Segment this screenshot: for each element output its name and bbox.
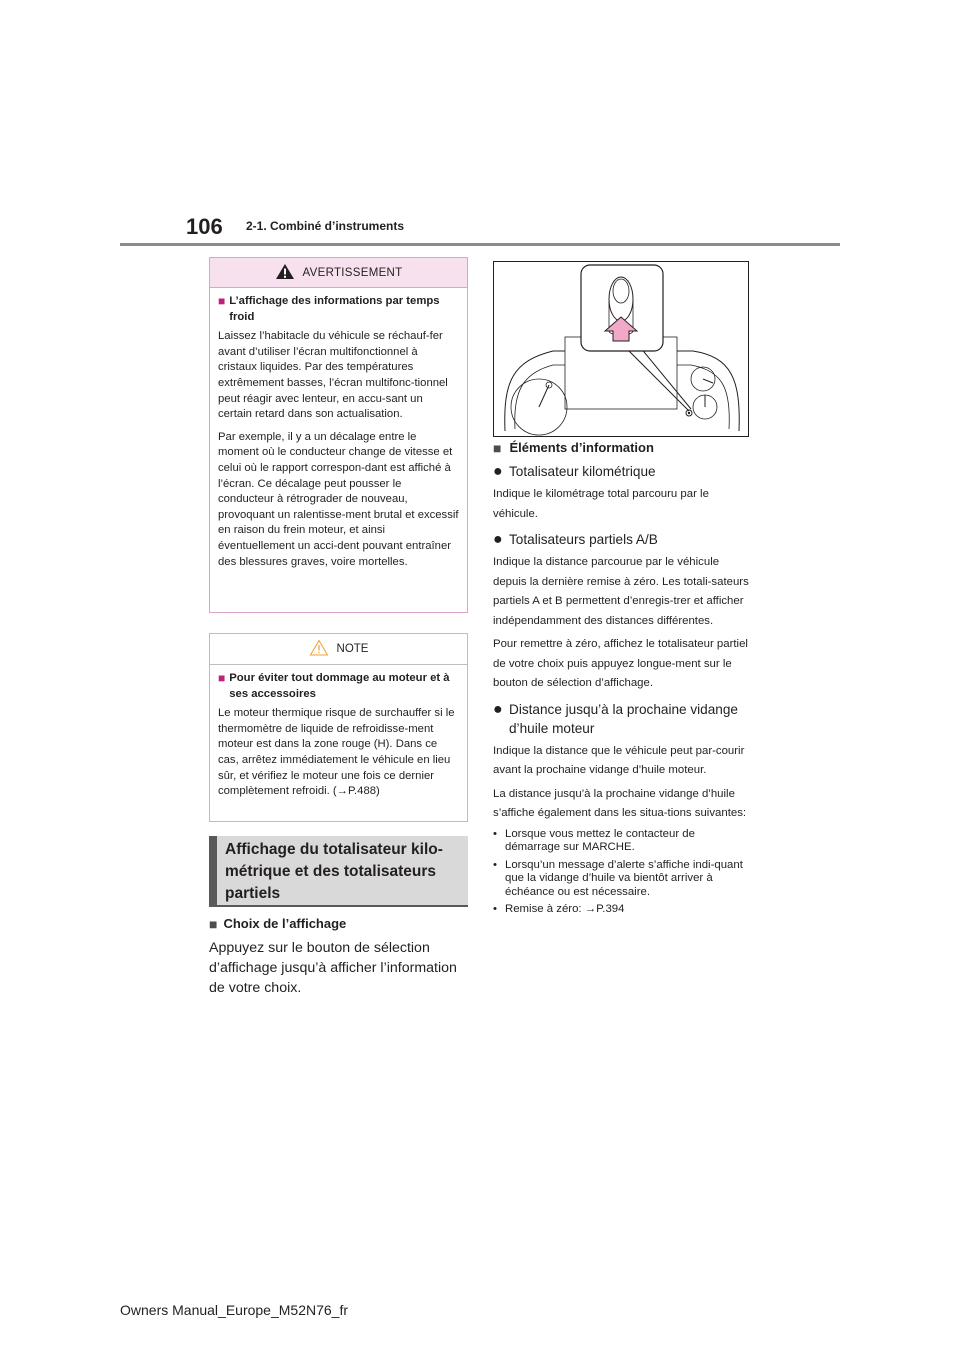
note-header [210, 634, 467, 665]
bullet-dot-icon: ● [493, 700, 503, 718]
note-subtitle: Pour éviter tout dommage au moteur et à ses accessoires [229, 672, 450, 700]
list-item: • Lorsqu’un message d’alerte s’affiche indi-quant que la vidange d’huile va bientôt arriver à échéance ou est nécessaire. [493, 859, 751, 900]
note-title: NOTE [336, 643, 369, 655]
header-rule [120, 243, 840, 246]
note-box [209, 633, 468, 822]
bullet-dot-icon: ● [493, 531, 503, 548]
instrument-cluster-illustration [493, 261, 749, 437]
page-number: 106 [186, 214, 223, 239]
warning-paragraph-2: Par exemple, il y a un décalage entre le moment où le conducteur change de vitesse et celui où le rapport correspon-dant est affiché à l’écran. Ce décalage peut pousser le conducteur à rétrograder de nouveau, provoquant un ralentisse-ment brutal et excessif en raison du frein moteur, et ainsi éventuellement un acci-dent pouvant entraîner des blessures graves, voire mortelles. [218, 430, 459, 568]
caution-triangle-icon [309, 639, 329, 659]
section-heading: Affichage du totalisateur kilo-métrique et des totalisateurs partiels [209, 836, 468, 907]
note-paragraph: Le moteur thermique risque de surchauffer si le thermomètre de liquide de refroidisse-ment moteur est dans la zone rouge (H). Dans ce cas, arrêtez immédiatement le véhicule en lieu sûr, et vérifiez le moteur une fois ce dernier complètement refroidi. (→P.488) [218, 707, 455, 798]
item-title: Totalisateurs partiels A/B [509, 532, 658, 547]
warning-paragraph-1: Laissez l’habitacle du véhicule se réchauf-fer avant d’utiliser l’écran multifonctionnel à cristaux liquides. Par des températures extrêmement basses, l’écran multifonc-tionnel peut réagir avec lenteur, en accu-sant un certain retard dans son actualisation. [218, 330, 448, 421]
display-selection-subtitle [209, 916, 346, 932]
display-selection-title: Choix de l’affichage [223, 916, 347, 931]
warning-triangle-icon [275, 263, 295, 283]
warning-subtitle: L’affichage des informations par temps froid [229, 295, 440, 323]
square-bullet-icon: ■ [493, 440, 502, 456]
information-items [493, 440, 751, 921]
list-item-text: Lorsqu’un message d’alerte s’affiche indi-quant que la vidange d’huile va bientôt arriver à échéance ou est nécessaire. [505, 858, 743, 898]
item-description: Indique le kilométrage total parcouru par le véhicule. [493, 488, 709, 520]
warning-header [210, 258, 467, 288]
list-item: • Lorsque vous mettez le contacteur de démarrage sur MARCHE. [493, 828, 751, 855]
item-description: Indique la distance que le véhicule peut par-courir avant la prochaine vidange d’huile moteur. [493, 744, 745, 776]
list-item-text: Lorsque vous mettez le contacteur de démarrage sur MARCHE. [505, 827, 695, 853]
item-oil-change-distance [493, 700, 751, 738]
display-selection-paragraph: Appuyez sur le bouton de sélection d’affichage jusqu’à afficher l’information de votre choix. [209, 940, 457, 996]
footer: Owners Manual_Europe_M52N76_fr [120, 1302, 349, 1318]
item-trip-meters [493, 530, 751, 549]
information-items-title: Éléments d’information [509, 440, 654, 455]
item-description: La distance jusqu’à la prochaine vidange d’huile s’affiche également dans les situa-tions suivantes: [493, 787, 747, 819]
square-bullet-icon: ■ [218, 671, 226, 685]
list-item-text: Remise à zéro: →P.394 [505, 903, 625, 915]
item-odometer [493, 462, 751, 481]
square-bullet-icon: ■ [218, 294, 226, 308]
item-title: Totalisateur kilométrique [509, 464, 656, 479]
situation-list [493, 828, 751, 917]
item-description: Pour remettre à zéro, affichez le totalisateur partiel de votre choix puis appuyez longue-ment sur le bouton de sélection d’affichage. [493, 638, 748, 689]
information-items-subtitle [493, 440, 751, 456]
item-title: Distance jusqu’à la prochaine vidange d’huile moteur [509, 701, 738, 736]
warning-box [209, 257, 468, 613]
section-label: 2-1. Combiné d’instruments [246, 219, 405, 233]
item-description: Indique la distance parcourue par le véhicule depuis la dernière remise à zéro. Les totali-sateurs partiels A et B permettent d’enregis-trer et afficher indépendamment des distances différentes. [493, 556, 749, 627]
list-item: • Remise à zéro: →P.394 [493, 903, 625, 915]
warning-title: AVERTISSEMENT [302, 266, 403, 279]
square-bullet-icon: ■ [209, 916, 218, 932]
bullet-dot-icon: ● [493, 463, 503, 480]
